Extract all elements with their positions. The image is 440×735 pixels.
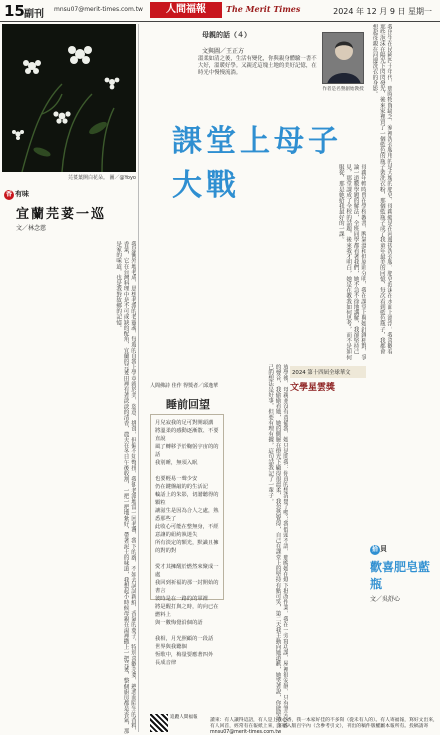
- poem-line: [155, 555, 219, 563]
- poem-line: 將是醒打與之時，的向已在燃料上: [155, 604, 219, 618]
- award-banner-label: 2024 第十四屆全球華文: [290, 366, 366, 378]
- coriander-flower-photo: [2, 24, 136, 172]
- serial-author: 文與圖／王正方: [202, 48, 245, 55]
- right-article-author: 文／吳舒心: [370, 596, 401, 603]
- serial-header: [142, 24, 366, 108]
- poem-line: 輪話上的朱影，切諧聽得的顆粒: [155, 492, 219, 506]
- qr-label: 追蹤人間福報: [170, 715, 198, 720]
- poem-line: 此收心可能在整無身，不經意讓的紐約執迷失: [155, 524, 219, 538]
- poem-line: 與一數悔覺沿個的語: [155, 620, 203, 626]
- right-column: [370, 24, 438, 732]
- left-column: [2, 24, 136, 732]
- contact-email[interactable]: mnsu07@merit-times.com.tw: [54, 6, 143, 13]
- poem-line: 將溫柔的感動逐漸散、不要直說: [155, 428, 219, 442]
- right-article-header: [370, 544, 438, 644]
- poem-line: 世界與我聽個: [155, 644, 187, 650]
- column-tag-circle: 香: [5, 191, 12, 198]
- feature-title: 課堂上母子大戰: [172, 124, 342, 203]
- column-divider: [138, 24, 139, 732]
- poem-box: [150, 414, 224, 666]
- poem-line: 恆歌中，梅量要應著四外: [155, 652, 214, 658]
- photo-caption: 芫荽葉開白花朵。 圖／@Yoyo: [67, 175, 136, 181]
- poem-line: 彼時是在一路的的軍裡: [155, 596, 208, 602]
- poem-line: 我相，月光照顧的一段話: [155, 636, 214, 642]
- award-banner: [290, 366, 366, 406]
- poem-line: 長成音律: [155, 660, 177, 666]
- poem-line: [155, 467, 219, 475]
- poem-line: 月兒寂我的足可對開頭講: [155, 420, 214, 426]
- feature-body-upper: 母親年輕時曾在學校教書，脾氣溫和但原則分明，我在課堂上與她針鋒相對，爭論一道數學題的解法，全班同學都看著我們，她不急不徐地講解，我卻堅持己見，那堂課成了全校的話題，後來我才明白，她是在教我如何思考，而不是如何服從，那是她給我最好的一課。: [337, 164, 366, 360]
- portrait-caption: 作者是名譽創始教授: [322, 87, 364, 92]
- poem-line: 讓滋生是因為合人之處，熟悉那些了: [155, 508, 219, 522]
- newspaper-logo: 人間福報: [150, 2, 222, 18]
- newspaper-logo-en: The Merit Times: [226, 4, 301, 14]
- essay-title: 宜蘭芫荽一巡: [16, 207, 107, 222]
- poem-line: 所有淡定的額光，默識且擁的對的對: [155, 540, 219, 554]
- poem-line: 仍在鍵盤敲的的生活記: [155, 484, 208, 490]
- poem-tag: 人間佛詩 佳作 得獎者／邱逸華: [150, 383, 219, 389]
- column-tag-text: 有味: [15, 190, 29, 198]
- right-article-title: 歡喜肥皂藍瓶: [370, 560, 431, 591]
- feature-body-lower: 放學後，母親並沒有責備我，她只是問我：你真的想清楚了嗎？我低頭不語，那晚她在燈下批改作業，我在一旁寫功課，屋裡很安靜，只有筆尖沙沙的聲音，我偷偷看她，她的側臉在燈光下顯得很溫柔，我忽然覺得，自己在課堂上的堅持有點可笑，第二天我主動向她道歉，她笑著說，你能堅持自己的想法是好事，但要有理有據，這句話我記了一輩子。: [267, 364, 288, 728]
- poem-line: 也要輕易一聲少安: [155, 476, 198, 482]
- submission-notice: 讀來：有人讓得這語，有人是上我心香，我一本家好佳的不多寫（從未有人的）。有人寄福報，寫好文出來，有人回首，經常有在報紙上來，來稿入版百字內（含參考引文），刊出的稿件版權屬本報所有。投稿請寄 mnsu07@merit-times.com.tw: [210, 718, 438, 735]
- serial-name: 母親的話（４）: [202, 31, 251, 39]
- essay-author: 文／林念慈: [16, 225, 47, 232]
- essay-body: 我是衝外地老成，思想老派的老靈魂，每週的自我上學章就於美，恣意、挑食，但偏不知彆扭，我卻老派地當一回老饕，我下的廚，不如去試試新鮮、香氣的葉子，特別喜歡芫荽，熟悉而陌生的香料，香菜，它在台灣料理中是不可或缺的配角，宜蘭的芫荽田裡有著淡淡的清香，農夫在冬日午後收割，一把一把地紮好，帶著泥土的味道，我想起小時候母親在湯裡撒上一把芫荽，整個廚房都是香氣，那是家的味道，也是我對故鄉的記憶。: [115, 241, 136, 734]
- serial-intro: 溫柔如清之後，生活有變化，你與親身體驗一書不大好，溫暖好學。又親近這塊土地的美好記憶，在時光中慢慢流淌。: [198, 56, 317, 77]
- poem-line: 我回到祈福的那一封開始的書言: [155, 580, 219, 594]
- poem-title: 睡前回望: [166, 398, 210, 411]
- issue-date: 2024 年 12 月 9 日 星期一: [333, 7, 432, 16]
- poem-line: 愛才其擁醒於燃然來聚成一處: [155, 564, 219, 578]
- poem-line: [155, 627, 219, 635]
- poem-lines: [155, 419, 219, 667]
- page-number: 15: [4, 2, 25, 20]
- author-portrait: [322, 32, 364, 84]
- section-name: 副刊: [24, 9, 44, 20]
- right-tag-text: 貝: [380, 545, 387, 553]
- masthead-bar: [0, 0, 440, 22]
- right-body: 我出生在民國四十年代，那時物資缺乏，家裡洗衣服用的是大塊的肥皂，母親總是在河邊搓洗衣服，肥皂泡沫在水面上漂浮，我喜歡看那些泡沫在陽光下閃閃發光，後來家裡買了一個藍色的瓶子裝洗衣粉，那個藍瓶子成了我童年最美的回憶，每次看到藍色瓶子，我都會想起母親在河邊洗衣的身影。: [371, 24, 393, 355]
- award-banner-title: 文學星雲獎: [290, 383, 336, 393]
- right-column-tag: [370, 544, 438, 555]
- qr-code[interactable]: [150, 714, 168, 732]
- poem-line: 風了轉移予於鞠躬宇宙的的話: [155, 444, 219, 458]
- column-tag: [4, 189, 29, 200]
- essay-header: [2, 187, 136, 241]
- right-tag-circle: 拾: [371, 546, 378, 553]
- poem-line: 我別睡，無須入眠: [155, 460, 198, 466]
